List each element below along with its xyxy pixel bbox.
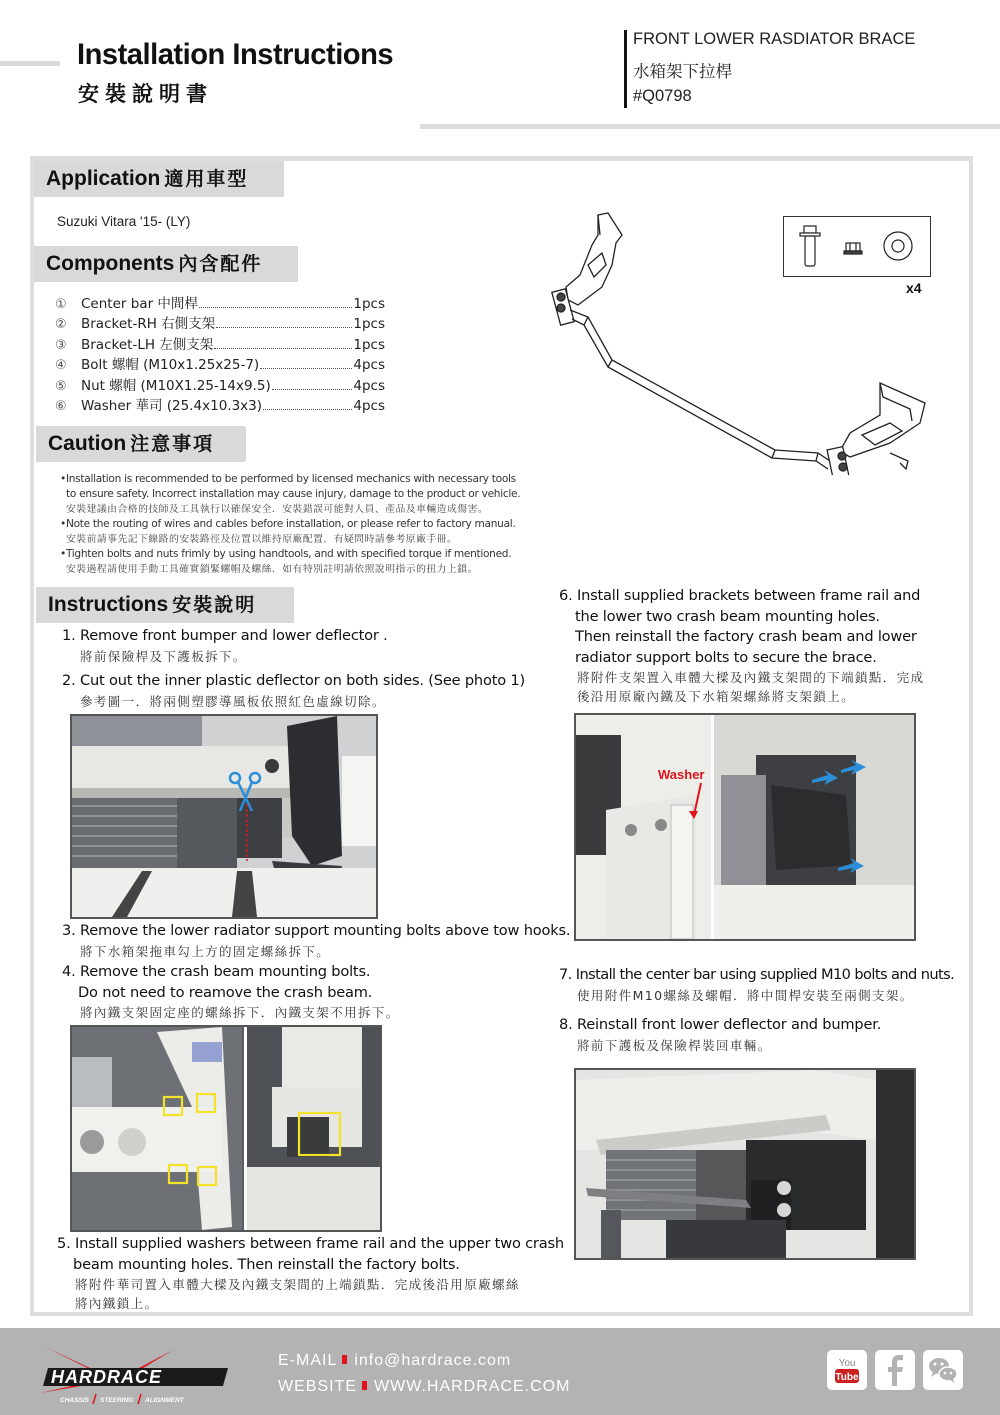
website-link[interactable]: WWW.HARDRACE.COM — [374, 1378, 571, 1395]
photo-2-illustration — [576, 715, 914, 939]
youtube-tube-text: Tube — [835, 1372, 859, 1383]
step-6 — [559, 586, 925, 706]
product-name: FRONT LOWER RASDIATOR BRACE — [633, 30, 916, 48]
leader-dots — [199, 307, 352, 308]
application-heading-en: Application — [46, 167, 161, 190]
caution-item-zh: 安裝建議由合格的技師及工具執行以確保安全．安裝錯誤可能對人員、產品及車輛造成傷害。 — [66, 504, 489, 515]
red-separator — [362, 1381, 367, 1390]
brand-name: HARDRACE — [51, 1367, 162, 1387]
step-text: 8. Reinstall front lower deflector and bumper. — [559, 1016, 882, 1033]
leader-dots — [263, 409, 352, 410]
caution-heading — [36, 426, 246, 462]
page-title: Installation Instructions — [77, 38, 394, 71]
step-text-zh: 將附件支架置入車體大樑及內鐵支架間的下端鎖點．完成 — [577, 670, 925, 685]
photo-1-illustration — [72, 716, 376, 917]
component-number: ④ — [55, 358, 67, 374]
component-name: Bracket-LH 左側支架 — [81, 336, 214, 353]
footer-email-row — [278, 1352, 511, 1370]
component-item — [55, 292, 385, 312]
step-text-cont: the lower two crash beam mounting holes. — [575, 607, 880, 625]
youtube-icon[interactable] — [827, 1350, 867, 1390]
bolt-icon — [800, 226, 820, 266]
component-item — [55, 394, 385, 414]
component-item — [55, 333, 385, 353]
caution-item: •Note the routing of wires and cables before installation, or please refer to factory manual. — [60, 518, 516, 530]
hardware-multiplier: x4 — [906, 280, 922, 296]
step-text-zh-cont: 後沿用原廠內鐵及下水箱架螺絲將支架鎖上。 — [577, 689, 856, 704]
step-text-cont: Do not need to reamove the crash beam. — [78, 983, 373, 1001]
caution-item: •Tighten bolts and nuts frimly by using handtools, and with specified torque if mentioned. — [60, 548, 512, 560]
component-name: Nut 螺帽 (M10X1.25-14x9.5) — [81, 377, 271, 394]
footer — [0, 1328, 1000, 1415]
application-heading — [34, 161, 284, 197]
step-text-cont: Then reinstall the factory crash beam and lower — [575, 628, 917, 645]
caution-heading-en: Caution — [48, 432, 127, 455]
step-text-zh: 將前下護板及保險桿裝回車輛。 — [577, 1037, 772, 1053]
step-text-zh-cont: 將內鐵鎖上。 — [75, 1296, 159, 1311]
component-number: ② — [55, 317, 67, 333]
washer-annotation-label: Washer — [658, 767, 705, 782]
page-title-zh: 安裝說明書 — [78, 81, 213, 106]
caution-heading-zh: 注意事項 — [130, 433, 215, 455]
leader-dots — [260, 368, 352, 369]
photo-4-illustration — [576, 1070, 914, 1258]
step-text-zh: 參考圖一．將兩側塑膠導風板依照紅色虛線切除。 — [80, 693, 386, 709]
red-separator — [342, 1355, 347, 1364]
brand-tagline-alignment: ALIGNMENT — [145, 1397, 184, 1404]
component-item — [55, 353, 385, 373]
step-text: 1. Remove front bumper and lower deflector . — [62, 627, 388, 644]
component-name: Bracket-RH 右側支架 — [81, 316, 216, 333]
instructions-heading-en: Instructions — [48, 593, 169, 616]
hardware-icons — [784, 217, 929, 275]
product-name-zh: 水箱架下拉桿 — [633, 63, 732, 81]
components-heading — [34, 246, 298, 282]
step-text: 3. Remove the lower radiator support mounting bolts above tow hooks. — [62, 922, 571, 939]
component-number: ⑥ — [55, 398, 67, 414]
wechat-icon[interactable] — [923, 1350, 963, 1390]
step-text-zh: 將內鐵支架固定座的螺絲拆下．內鐵支架不用拆下。 — [80, 1005, 400, 1020]
step-text-cont: beam mounting holes. Then reinstall the factory bolts. — [73, 1255, 460, 1273]
step-text-zh: 將下水箱架拖車勾上方的固定螺絲拆下。 — [80, 943, 331, 959]
step-1 — [62, 626, 388, 666]
application-vehicle: Suzuki Vitara '15- (LY) — [57, 214, 191, 229]
step-8 — [559, 1015, 881, 1055]
brand-tagline-steering: STEERING — [100, 1397, 134, 1404]
header-divider-left — [0, 61, 60, 66]
youtube-you-text: You — [838, 1358, 856, 1369]
component-name: Washer 華司 (25.4x10.3x3) — [81, 397, 263, 414]
component-item — [55, 312, 385, 332]
footer-website-row — [278, 1378, 570, 1396]
photo-3-crash-beam-bolts — [70, 1025, 382, 1232]
step-text-cont: radiator support bolts to secure the brace. — [575, 648, 877, 666]
brand-tagline-chassis: CHASSIS — [60, 1397, 89, 1404]
component-qty: 1pcs — [353, 336, 385, 353]
leader-dots — [272, 389, 353, 390]
component-name: Center bar 中間桿 — [81, 296, 198, 312]
component-qty: 1pcs — [353, 316, 385, 333]
step-2 — [62, 671, 525, 711]
step-5 — [57, 1234, 564, 1313]
component-number: ③ — [55, 337, 67, 353]
email-label: E-MAIL — [278, 1352, 338, 1369]
facebook-icon[interactable] — [875, 1350, 915, 1390]
photo-2-bracket-install — [574, 713, 916, 941]
components-heading-zh: 內含配件 — [178, 253, 263, 275]
hardware-box — [783, 216, 931, 277]
header-divider-right — [420, 124, 1000, 129]
caution-item-cont: to ensure safety. Incorrect installation may cause injury, damage to the product or vehicle. — [66, 488, 521, 500]
header-vertical-bar — [624, 30, 627, 108]
component-qty: 4pcs — [353, 357, 385, 374]
hardrace-logo[interactable] — [38, 1338, 238, 1408]
step-7 — [559, 965, 954, 1005]
step-text: 7. Install the center bar using supplied M10 bolts and nuts. — [559, 966, 955, 983]
part-number: #Q0798 — [633, 87, 692, 105]
components-heading-en: Components — [46, 252, 175, 275]
application-heading-zh: 適用車型 — [164, 168, 249, 190]
component-qty: 4pcs — [353, 377, 385, 394]
component-number: ① — [55, 297, 67, 312]
caution-item-zh: 安裝過程請使用手動工具確實鎖緊螺帽及螺絲．如有特別註明請依照說明指示的扭力上鎖。 — [66, 564, 478, 575]
email-link[interactable]: info@hardrace.com — [354, 1352, 512, 1369]
caution-item: •Installation is recommended to be performed by licensed mechanics with necessary tools — [60, 473, 516, 485]
step-text-zh: 使用附件M10螺絲及螺帽．將中間桿安裝至兩側支架。 — [577, 987, 914, 1003]
leader-dots — [216, 327, 352, 328]
photo-3-illustration — [72, 1027, 380, 1230]
photo-1-cut-deflector — [70, 714, 378, 919]
instructions-heading-zh: 安裝說明 — [172, 594, 257, 616]
component-qty: 4pcs — [353, 397, 385, 414]
photo-4-installed-brace — [574, 1068, 916, 1260]
nut-icon — [844, 243, 862, 254]
step-4 — [62, 962, 400, 1022]
component-number: ⑤ — [55, 378, 67, 394]
step-text-zh: 將前保險桿及下護板拆下。 — [80, 648, 247, 664]
component-name: Bolt 螺帽 (M10x1.25x25-7) — [81, 357, 260, 374]
step-text: 5. Install supplied washers between frame rail and the upper two crash — [57, 1235, 564, 1252]
instructions-heading — [36, 587, 294, 623]
component-item — [55, 374, 385, 394]
component-qty: 1pcs — [353, 296, 385, 312]
step-text: 2. Cut out the inner plastic deflector on both sides. (See photo 1) — [62, 672, 525, 689]
leader-dots — [214, 348, 352, 349]
website-label: WEBSITE — [278, 1378, 358, 1395]
caution-list — [60, 472, 560, 577]
step-text: 6. Install supplied brackets between frame rail and — [559, 587, 921, 604]
step-text: 4. Remove the crash beam mounting bolts. — [62, 963, 371, 980]
components-list — [55, 292, 385, 414]
step-3 — [62, 921, 570, 961]
caution-item-zh: 安裝前請事先記下線路的安裝路徑及位置以維持原廠配置．有疑問時請參考原廠手冊。 — [66, 534, 458, 545]
step-text-zh: 將附件華司置入車體大樑及內鐵支架間的上端鎖點．完成後沿用原廠螺絲 — [75, 1277, 520, 1292]
washer-icon — [884, 232, 912, 260]
